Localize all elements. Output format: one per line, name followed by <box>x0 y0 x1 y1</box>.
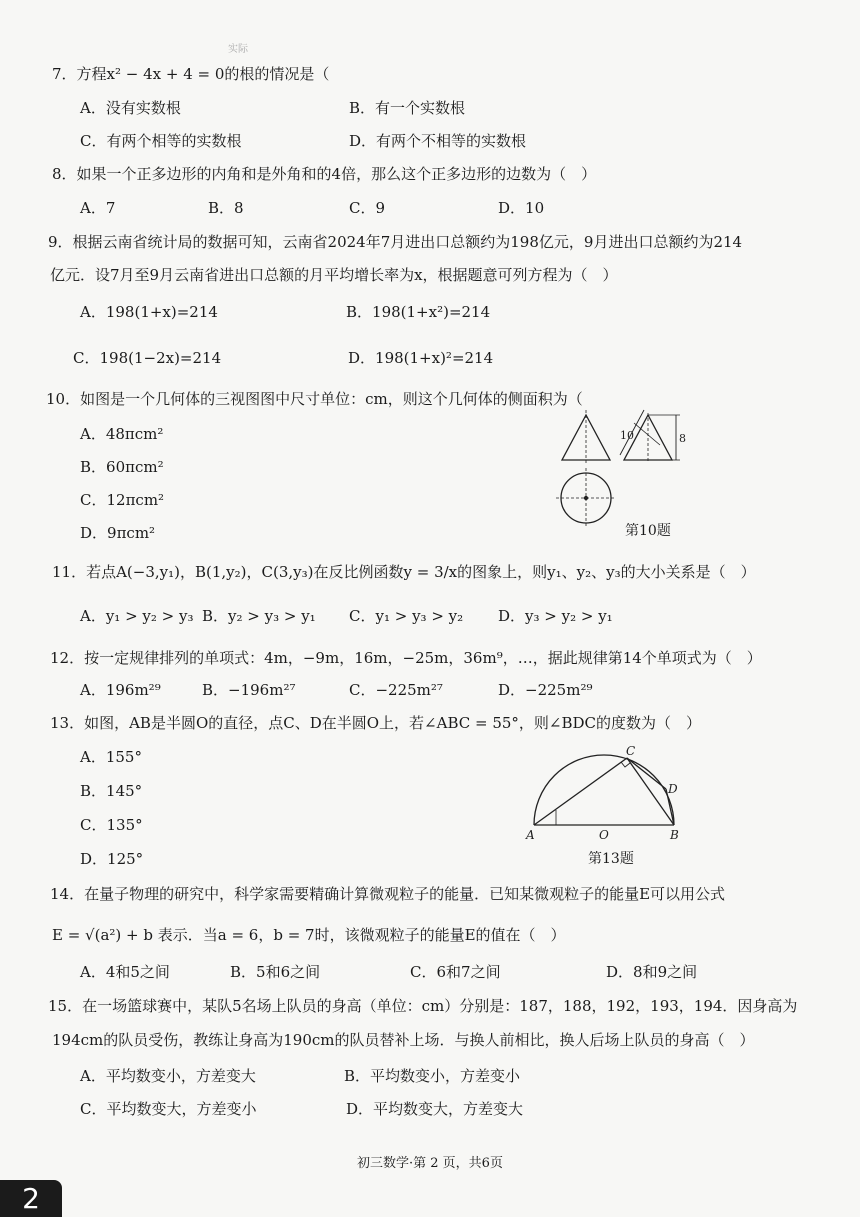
q7-option-b[interactable]: B．有一个实数根 <box>349 99 466 117</box>
question-15-stem: 15．在一场篮球赛中，某队5名场上队员的身高（单位：cm）分别是：187，188，192，193，194．因身高为 <box>48 997 798 1015</box>
question-9-stem: 9．根据云南省统计局的数据可知，云南省2024年7月进出口总额约为198亿元，9月进出口总额约为214 <box>48 233 743 251</box>
q9-option-c[interactable]: C．198(1−2x)=214 <box>73 349 222 367</box>
q13-option-b[interactable]: B．145° <box>80 782 143 800</box>
front-view-triangle <box>562 410 610 465</box>
semicircle-figure <box>520 745 690 845</box>
top-view-circle <box>556 468 616 528</box>
point-d-label: D <box>668 782 678 796</box>
label-10: 10 <box>620 429 634 442</box>
q13-option-a[interactable]: A．155° <box>80 748 142 766</box>
q8-option-a[interactable]: A．7 <box>80 199 116 217</box>
q10-option-d[interactable]: D．9πcm² <box>80 524 156 542</box>
q14-option-b[interactable]: B．5和6之间 <box>230 963 321 981</box>
point-o-label: O <box>599 828 609 842</box>
q9-option-b[interactable]: B．198(1+x²)=214 <box>346 303 491 321</box>
label-8: 8 <box>679 432 686 445</box>
chord-ac <box>534 758 627 825</box>
page-footer: 初三数学·第 2 页，共6页 <box>357 1156 503 1171</box>
q9-option-d[interactable]: D．198(1+x)²=214 <box>348 349 494 367</box>
question-14-stem: 14．在量子物理的研究中，科学家需要精确计算微观粒子的能量．已知某微观粒子的能量E可以用公式 <box>50 885 726 903</box>
question-15-stem-cont: 194cm的队员受伤，教练让身高为190cm的队员替补上场．与换人前相比，换人后场上队员的身高（ ） <box>52 1031 755 1049</box>
q15-option-a[interactable]: A．平均数变小，方差变大 <box>80 1067 256 1085</box>
point-a-label: A <box>526 828 535 842</box>
q10-option-c[interactable]: C．12πcm² <box>80 491 165 509</box>
q10-option-b[interactable]: B．60πcm² <box>80 458 164 476</box>
point-c-label: C <box>626 745 636 758</box>
q13-option-d[interactable]: D．125° <box>80 850 144 868</box>
q7-option-d[interactable]: D．有两个不相等的实数根 <box>349 132 527 150</box>
figure-10-caption: 第10题 <box>625 523 671 539</box>
question-8-stem: 8．如果一个正多边形的内角和是外角和的4倍，那么这个正多边形的边数为（ ） <box>52 165 597 183</box>
q9-option-a[interactable]: A．198(1+x)=214 <box>80 303 218 321</box>
q15-option-b[interactable]: B．平均数变小，方差变小 <box>344 1067 521 1085</box>
q14-option-a[interactable]: A．4和5之间 <box>80 963 170 981</box>
figure-13-caption: 第13题 <box>588 851 634 867</box>
question-12-stem: 12．按一定规律排列的单项式：4m，−9m，16m，−25m，36m⁹，…，据此规律第14个单项式为（ ） <box>50 649 762 667</box>
question-13-stem: 13．如图，AB是半圆O的直径，点C、D在半圆O上，若∠ABC = 55°，则∠BDC的度数为（ ） <box>50 714 702 732</box>
q7-option-c[interactable]: C．有两个相等的实数根 <box>80 132 242 150</box>
q14-option-c[interactable]: C．6和7之间 <box>410 963 501 981</box>
q8-option-d[interactable]: D．10 <box>498 199 545 217</box>
q11-option-b[interactable]: B．y₂ > y₃ > y₁ <box>202 607 316 625</box>
stray-mark: 实际 <box>228 44 248 55</box>
q12-option-d[interactable]: D．−225m²⁹ <box>498 681 593 699</box>
three-view-figure <box>548 405 698 535</box>
point-b-label: B <box>670 828 679 842</box>
q11-option-d[interactable]: D．y₃ > y₂ > y₁ <box>498 607 613 625</box>
q13-option-c[interactable]: C．135° <box>80 816 143 834</box>
q14-option-d[interactable]: D．8和9之间 <box>606 963 698 981</box>
question-7-stem: 7．方程x² − 4x + 4 = 0的根的情况是（ <box>52 65 330 83</box>
q11-option-c[interactable]: C．y₁ > y₃ > y₂ <box>349 607 464 625</box>
q11-option-a[interactable]: A．y₁ > y₂ > y₃ <box>80 607 194 625</box>
question-10-stem: 10．如图是一个几何体的三视图图中尺寸单位：cm，则这个几何体的侧面积为（ <box>46 390 583 408</box>
q15-option-c[interactable]: C．平均数变大，方差变小 <box>80 1100 257 1118</box>
q7-option-a[interactable]: A．没有实数根 <box>80 99 181 117</box>
q10-option-a[interactable]: A．48πcm² <box>80 425 164 443</box>
question-9-stem-cont: 亿元．设7月至9月云南省进出口总额的月平均增长率为x，根据题意可列方程为（ ） <box>50 266 618 284</box>
page-number-badge: 2 <box>0 1180 62 1217</box>
q12-option-a[interactable]: A．196m²⁹ <box>80 681 161 699</box>
q8-option-b[interactable]: B．8 <box>208 199 244 217</box>
q12-option-c[interactable]: C．−225m²⁷ <box>349 681 443 699</box>
chord-cd <box>627 758 666 789</box>
q8-option-c[interactable]: C．9 <box>349 199 386 217</box>
semicircle-arc <box>534 755 674 825</box>
question-14-stem-cont: E = √(a²) + b 表示．当a = 6，b = 7时，该微观粒子的能量E的值在（ ） <box>52 926 566 944</box>
q12-option-b[interactable]: B．−196m²⁷ <box>202 681 296 699</box>
question-11-stem: 11．若点A(−3,y₁)，B(1,y₂)，C(3,y₃)在反比例函数y = 3/x的图象上，则y₁、y₂、y₃的大小关系是（ ） <box>52 563 756 581</box>
q15-option-d[interactable]: D．平均数变大，方差变大 <box>346 1100 524 1118</box>
